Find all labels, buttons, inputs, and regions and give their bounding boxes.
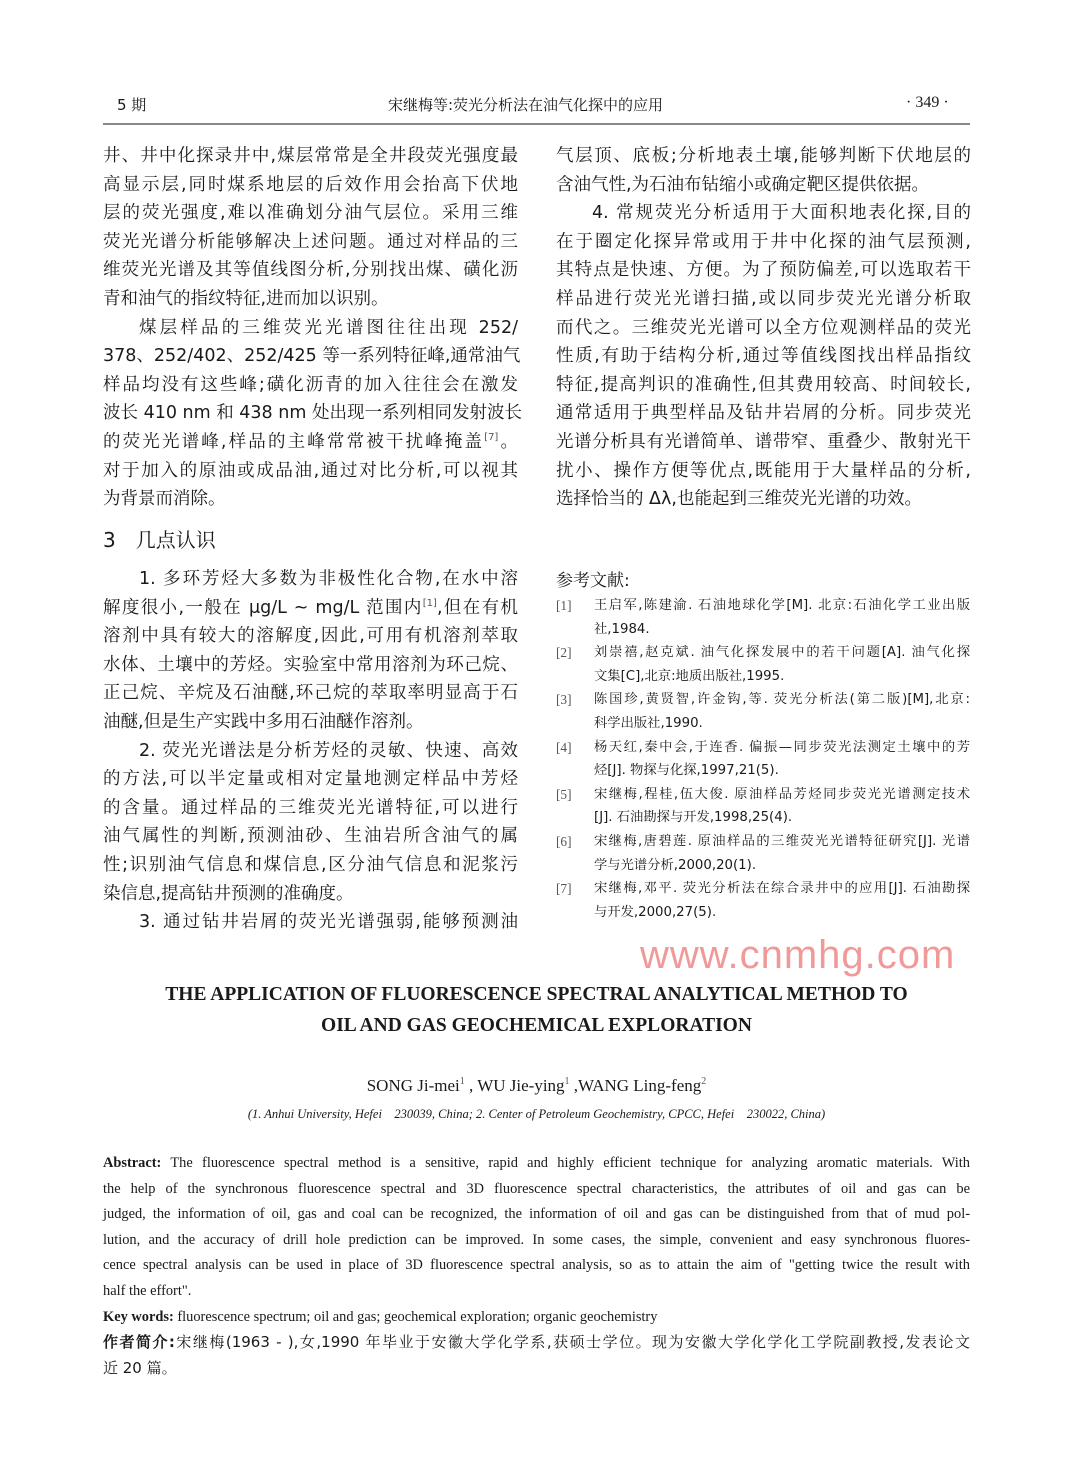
text-line: 扰小、操作方便等优点,既能用于大量样品的分析, [556, 460, 971, 481]
text-line: 正己烷、辛烷及石油醚,环己烷的萃取率明显高于石 [103, 683, 518, 704]
text-line: 4. 常规荧光分析适用于大面积地表化探,目的 [592, 203, 971, 224]
text-line: 3. 通过钻井岩屑的荧光光谱强弱,能够预测油 [139, 912, 518, 933]
text-line [103, 428, 518, 457]
text: 的荧光光谱峰,样品的主峰常常被干扰峰掩盖 [103, 431, 485, 452]
text-line: 2. 荧光光谱法是分析芳烃的灵敏、快速、高效 [139, 740, 518, 761]
abstract-line: half the effort". [103, 1282, 192, 1299]
reference-item [556, 594, 970, 641]
text-line: 对于加入的原油或成品油,通过对比分析,可以视其 [103, 460, 518, 481]
reference-line: 学与光谱分析,2000,20(1). [594, 857, 757, 873]
text-line: 青和油气的指纹特征,进而加以识别。 [103, 288, 389, 309]
reference-item [556, 688, 970, 735]
text: 解度很小,一般在 μg/L ~ mg/L 范围内 [103, 597, 423, 618]
reference-line: 社,1984. [594, 621, 650, 637]
issue-number: 5 期 [117, 96, 147, 114]
text-line: 油气属性的判断,预测油砂、生油岩所含油气的属 [103, 826, 518, 847]
text-line: 378、252/402、252/425 等一系列特征峰,通常油气 [103, 346, 521, 367]
separator: , [464, 1076, 478, 1095]
watermark: www.cnmhg.com [640, 933, 956, 977]
text-line: 油醚,但是生产实践中多用石油醚作溶剂。 [103, 711, 424, 732]
affiliation-mark: 1 [459, 1076, 465, 1087]
affiliation: (1. Anhui University, Hefei 230039, China; 2. Center of Petroleum Geochemistry, CPCC, Hefei 230022, China) [247, 1107, 826, 1121]
english-title-line: THE APPLICATION OF FLUORESCENCE SPECTRAL ANALYTICAL METHOD TO [165, 984, 908, 1005]
references-heading: 参考文献: [556, 571, 630, 591]
text-line: 高显示层,同时煤系地层的后效作用会抬高下伏地 [103, 174, 518, 195]
affiliation-mark: 2 [701, 1076, 707, 1087]
reference-number: [4] [556, 739, 572, 755]
text-line: 样品进行荧光光谱扫描,或以同步荧光光谱分析取 [556, 288, 971, 309]
author-name: SONG Ji-mei [366, 1076, 460, 1095]
text-line: 样品均没有这些峰;磺化沥青的加入往往会在激发 [103, 374, 518, 395]
bio-label: 作者简介: [103, 1333, 175, 1352]
keywords: fluorescence spectrum; oil and gas; geochemical exploration; organic geochemistry [177, 1308, 658, 1325]
author-name: WU Jie-ying [477, 1076, 565, 1095]
text: 宋继梅(1963 - ),女,1990 年毕业于安徽大学化学系,获硕士学位。现为安徽大学化学化工学院副教授,发表论文 [174, 1333, 970, 1352]
reference-line: 宋继梅,邓平. 荧光分析法在综合录井中的应用[J]. 石油勘探 [594, 881, 970, 897]
text: ,但在有机 [436, 597, 519, 618]
text-line: 在于圈定化探异常或用于井中化探的油气层预测, [556, 231, 971, 252]
reference-line: 与开发,2000,27(5). [594, 904, 717, 920]
reference-line: [J]. 石油勘探与开发,1998,25(4). [594, 810, 793, 826]
text-line: 性;识别油气信息和煤信息,区分油气信息和泥浆污 [103, 854, 518, 875]
reference-line: 宋继梅,唐碧莲. 原油样品的三维荧光光谱特征研究[J]. 光谱 [594, 833, 970, 849]
reference-number: [7] [556, 881, 572, 897]
english-title-line: OIL AND GAS GEOCHEMICAL EXPLORATION [321, 1015, 752, 1036]
citation-7: [7] [484, 431, 499, 443]
abstract-line: the help of the synchronous fluorescence spectral and 3D fluorescence spectral characteristics, the attributes of oil and gas can be [103, 1180, 970, 1197]
reference-item [556, 783, 970, 830]
author-list [103, 1076, 970, 1096]
reference-line: 文集[C],北京:地质出版社,1995. [594, 668, 785, 684]
text-line: 通常适用于典型样品及钻井岩屑的分析。同步荧光 [556, 403, 971, 424]
text-line: 特征,提高判识的准确性,但其费用较高、时间较长, [556, 374, 971, 395]
left-column [103, 142, 522, 514]
text-line: 气层顶、底板;分析地表土壤,能够判断下伏地层的 [556, 146, 971, 166]
abstract-label: Abstract: [103, 1155, 162, 1171]
abstract-line: lution, and the accuracy of drill hole prediction can be improved. In some cases, the simple, convenient and easy synchronous fluores- [103, 1231, 970, 1248]
text-line: 维荧光光谱及其等值线图分析,分别找出煤、磺化沥 [103, 260, 518, 281]
text-line: 水体、土壤中的芳烃。实验室中常用溶剂为环己烷、 [103, 654, 518, 675]
text-line: 为背景而消除。 [103, 489, 226, 510]
paragraph [103, 314, 522, 514]
text-line: 选择恰当的 Δλ,也能起到三维荧光光谱的功效。 [556, 489, 922, 510]
keywords-label: Key words: [103, 1308, 174, 1325]
reference-line: 杨天红,秦中会,于连香. 偏振—同步荧光法测定土壤中的芳 [594, 739, 970, 755]
reference-line: 刘崇禧,赵克斌. 油气化探发展中的若干问题[A]. 油气化探 [594, 645, 970, 661]
keywords-line [103, 1305, 970, 1331]
page-number: · 349 · [906, 94, 949, 111]
paragraph [103, 565, 518, 737]
text-line: 其特点是快速、方便。为了预防偏差,可以选取若干 [556, 260, 971, 281]
text-line: 染信息,提高钻井预测的准确度。 [103, 883, 354, 904]
reference-line: 宋继梅,程桂,伍大俊. 原油样品芳烃同步荧光光谱测定技术 [594, 786, 970, 802]
reference-number: [2] [556, 645, 572, 661]
text-line: 溶剂中具有较大的溶解度,因此,可用有机溶剂萃取 [103, 626, 518, 647]
text-line: 而代之。三维荧光光谱可以全方位观测样品的荧光 [556, 317, 971, 338]
author-name: WANG Ling-feng [578, 1076, 702, 1095]
bio-line: 近 20 篇。 [103, 1358, 177, 1377]
text-line: 井、井中化探录井中,煤层常常是全井段荧光强度最 [103, 146, 518, 166]
header-rule [103, 123, 970, 125]
reference-number: [5] [556, 786, 572, 802]
text-line: 波长 410 nm 和 438 nm 处出现一系列相同发射波长 [103, 403, 522, 424]
text-line: 的方法,可以半定量或相对定量地测定样品中芳烃 [103, 769, 518, 790]
left-column-section3 [103, 565, 518, 937]
reference-line: 科学出版社,1990. [594, 715, 703, 731]
affiliation-mark: 1 [564, 1076, 570, 1087]
text-line: 含油气性,为石油布钻缩小或确定靶区提供依据。 [556, 174, 930, 195]
paragraph [103, 737, 518, 909]
text-line: 煤层样品的三维荧光光谱图往往出现 252/ [139, 317, 518, 338]
text-line: 荧光光谱分析能够解决上述问题。通过对样品的三 [103, 231, 518, 252]
text-line: 层的荧光强度,难以准确划分油气层位。采用三维 [103, 203, 518, 224]
citation-1: [1] [422, 597, 437, 609]
reference-item [556, 830, 970, 877]
text-line [103, 594, 518, 623]
reference-number: [3] [556, 692, 572, 708]
reference-item [556, 877, 970, 924]
reference-line: 陈国珍,黄贤智,许金钩,等. 荧光分析法(第二版)[M],北京: [594, 692, 970, 708]
running-title: 宋继梅等:荧光分析法在油气化探中的应用 [388, 96, 664, 114]
separator: , [569, 1076, 579, 1095]
text-line: 的含量。通过样品的三维荧光光谱特征,可以进行 [103, 797, 518, 818]
text-line: 性质,有助于结构分析,通过等值线图找出样品指纹 [556, 346, 971, 367]
text-line: 1. 多环芳烃大多数为非极性化合物,在水中溶 [139, 569, 518, 589]
reference-list [556, 594, 970, 924]
text: The fluorescence spectral method is a sensitive, rapid and highly efficient technique for analyzing aromatic materials. With [170, 1155, 970, 1171]
bio-line [103, 1330, 970, 1356]
reference-item [556, 641, 970, 688]
reference-number: [1] [556, 598, 572, 613]
abstract-line [103, 1151, 970, 1177]
section-heading: 3 几点认识 [103, 528, 216, 552]
right-column [556, 142, 971, 514]
abstract-line: judged, the information of oil, gas and coal can be recognized, the information of oil and gas can be distinguished from that of mud pol- [103, 1206, 970, 1223]
text-line: 光谱分析具有光谱简单、谱带窄、重叠少、散射光干 [556, 431, 971, 452]
abstract-block [103, 1151, 970, 1381]
reference-line: 王启军,陈建渝. 石油地球化学[M]. 北京:石油化学工业出版 [594, 598, 970, 613]
text: 。 [498, 431, 518, 452]
reference-item [556, 736, 970, 783]
paragraph [556, 199, 971, 514]
reference-number: [6] [556, 833, 572, 849]
paragraph [103, 142, 518, 314]
reference-line: 烃[J]. 物探与化探,1997,21(5). [594, 763, 779, 779]
abstract-line: cence spectral analysis can be used in place of 3D fluorescence spectral analysis, so as to attain the aim of "getting twice the result with [103, 1257, 970, 1274]
